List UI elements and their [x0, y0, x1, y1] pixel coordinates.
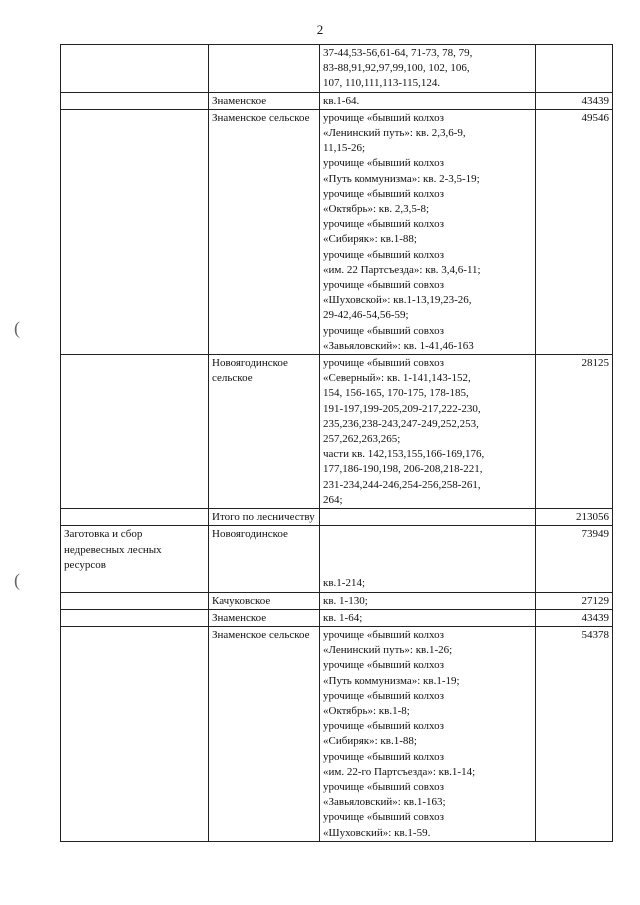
- table-row: [61, 355, 613, 509]
- quarters-line: урочище «бывший колхоз: [323, 628, 444, 641]
- quarters-line: «Ленинский путь»: кв. 2,3,6-9,: [323, 127, 466, 140]
- quarters-line: урочище «бывший колхоз: [323, 720, 444, 733]
- quarters-cell: [320, 526, 536, 592]
- quarters-cell: [320, 592, 536, 609]
- quarters-line: урочище «бывший колхоз: [323, 218, 444, 231]
- area-cell: 213056: [536, 509, 613, 526]
- quarters-line: кв.1-64.: [323, 94, 360, 107]
- quarters-line: «Октябрь»: кв. 2,3,5-8;: [323, 203, 430, 216]
- quarters-line: урочище «бывший совхоз: [323, 324, 444, 337]
- quarters-cell: [320, 609, 536, 626]
- activity-cell: [61, 92, 209, 109]
- quarters-line: «им. 22 Партсъезда»: кв. 3,4,6-11;: [323, 263, 481, 276]
- quarters-line: 264;: [323, 493, 343, 506]
- quarters-line: 29-42,46-54,56-59;: [323, 309, 409, 322]
- activity-cell: [61, 355, 209, 509]
- forestry-cell: Качуковское: [209, 592, 320, 609]
- quarters-line: «Октябрь»: кв.1-8;: [323, 704, 410, 717]
- area-cell: 73949: [536, 526, 613, 592]
- quarters-line: кв. 1-64;: [323, 611, 363, 624]
- quarters-line: «Северный»: кв. 1-141,143-152,: [323, 372, 471, 385]
- quarters-line: «Шуховской»: кв.1-13,19,23-26,: [323, 294, 472, 307]
- area-cell: [536, 45, 613, 93]
- forestry-cell: Новоягодинское: [209, 526, 320, 592]
- area-cell: 28125: [536, 355, 613, 509]
- quarters-line: «им. 22-го Партсъезда»: кв.1-14;: [323, 765, 476, 778]
- forestry-cell: Знаменское сельское: [209, 109, 320, 354]
- quarters-line: 235,236,238-243,247-249,252,253,: [323, 417, 479, 430]
- table-row: [61, 526, 613, 592]
- quarters-line: «Шуховский»: кв.1-59.: [323, 826, 431, 839]
- forestry-cell: Знаменское сельское: [209, 626, 320, 841]
- table-row: [61, 92, 613, 109]
- activity-cell: [61, 45, 209, 93]
- activity-cell: [61, 592, 209, 609]
- quarters-line: 257,262,263,265;: [323, 433, 401, 446]
- quarters-line: кв. 1-130;: [323, 594, 368, 607]
- quarters-cell: [320, 92, 536, 109]
- quarters-line: урочище «бывший колхоз: [323, 659, 444, 672]
- quarters-line: 11,15-26;: [323, 142, 366, 155]
- quarters-line: 231-234,244-246,254-256,258-261,: [323, 478, 481, 491]
- quarters-line: урочище «бывший колхоз: [323, 750, 444, 763]
- page-number: 2: [316, 22, 324, 37]
- quarters-cell: [320, 626, 536, 841]
- forestry-cell: Итого по лесничеству: [209, 509, 320, 526]
- table-row: [61, 109, 613, 354]
- quarters-line: 191-197,199-205,209-217,222-230,: [323, 402, 481, 415]
- area-cell: 49546: [536, 109, 613, 354]
- table-row: [61, 609, 613, 626]
- forestry-cell: Знаменское: [209, 609, 320, 626]
- quarters-cell: [320, 45, 536, 93]
- punch-hole-mark: (: [14, 570, 20, 590]
- quarters-line: «Ленинский путь»: кв.1-26;: [323, 644, 453, 657]
- quarters-line: 107, 110,111,113-115,124.: [323, 77, 441, 90]
- quarters-line: 37-44,53-56,61-64, 71-73, 78, 79,: [323, 47, 473, 59]
- quarters-line: урочище «бывший совхоз: [323, 357, 444, 370]
- table-row: [61, 626, 613, 841]
- table-row: [61, 509, 613, 526]
- area-cell: 43439: [536, 609, 613, 626]
- quarters-line: урочище «бывший совхоз: [323, 279, 444, 292]
- activity-cell: [61, 609, 209, 626]
- quarters-line: урочище «бывший колхоз: [323, 157, 444, 170]
- quarters-line: «Сибиряк»: кв.1-88;: [323, 735, 417, 748]
- quarters-line: «Путь коммунизма»: кв. 2-3,5-19;: [323, 172, 480, 185]
- quarters-cell: [320, 355, 536, 509]
- area-cell: 54378: [536, 626, 613, 841]
- quarters-line: урочище «бывший совхоз: [323, 811, 444, 824]
- activity-cell: [61, 109, 209, 354]
- area-cell: 27129: [536, 592, 613, 609]
- quarters-line: 154, 156-165, 170-175, 178-185,: [323, 387, 469, 400]
- table-row: [61, 45, 613, 93]
- blank-space: [323, 527, 532, 576]
- table-row: [61, 592, 613, 609]
- quarters-line: «Путь коммунизма»: кв.1-19;: [323, 674, 460, 687]
- punch-hole-mark: (: [14, 318, 20, 338]
- quarters-line: «Завьяловский»: кв. 1-41,46-163: [323, 339, 474, 352]
- quarters-line: 177,186-190,198, 206-208,218-221,: [323, 463, 483, 476]
- quarters-cell: [320, 109, 536, 354]
- quarters-line: урочище «бывший колхоз: [323, 689, 444, 702]
- quarters-line: «Сибиряк»: кв.1-88;: [323, 233, 417, 246]
- activity-cell: [61, 509, 209, 526]
- quarters-line: «Завьяловский»: кв.1-163;: [323, 796, 446, 809]
- area-cell: 43439: [536, 92, 613, 109]
- quarters-line: кв.1-214;: [323, 577, 366, 590]
- quarters-line: части кв. 142,153,155,166-169,176,: [323, 448, 485, 461]
- forestry-cell: Новоягодинское сельское: [209, 355, 320, 509]
- quarters-line: урочище «бывший колхоз: [323, 248, 444, 261]
- forestry-table: [60, 44, 613, 842]
- activity-cell: [61, 626, 209, 841]
- forestry-cell: Знаменское: [209, 92, 320, 109]
- quarters-line: урочище «бывший совхоз: [323, 780, 444, 793]
- quarters-line: урочище «бывший колхоз: [323, 111, 444, 124]
- quarters-line: урочище «бывший колхоз: [323, 187, 444, 200]
- activity-cell: Заготовка и сбор недревесных лесных ресурсов: [61, 526, 209, 592]
- quarters-cell: [320, 509, 536, 526]
- quarters-line: 83-88,91,92,97,99,100, 102, 106,: [323, 62, 470, 75]
- forestry-cell: [209, 45, 320, 93]
